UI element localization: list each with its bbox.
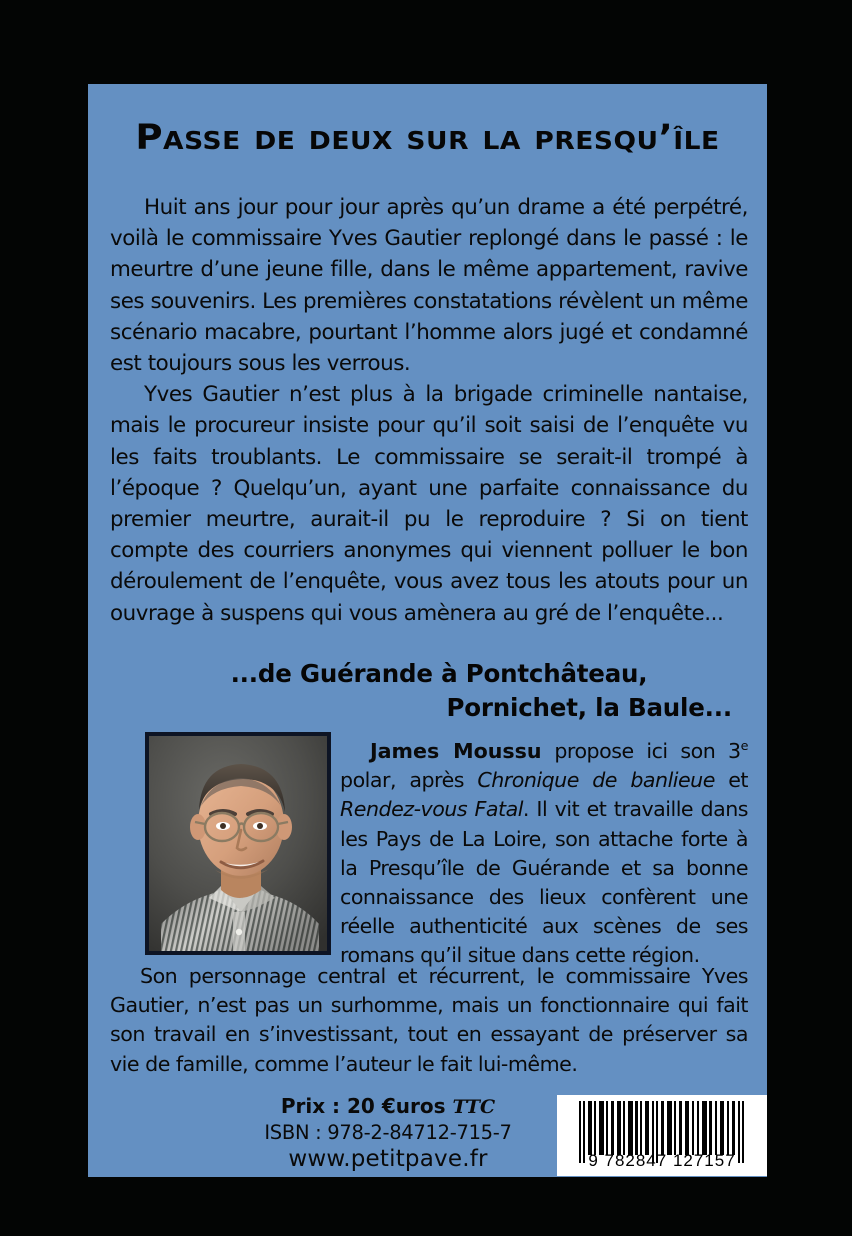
synopsis-paragraph-2: Yves Gautier n’est plus à la brigade criminelle nantaise, mais le procureur insiste pour qu’il soit saisi de l’enquête vu les faits troublants. Le commissaire se serait-il trompé à l’époque ? Quelqu’un, ayant une parfaite connaissance du premier meurtre, aurait-il pu le reproduire ? Si on tient compte des courriers anonymes qui viennent polluer le bon déroulement de l’enquête, vous avez tous les atouts pour un ouvrage à suspens qui vous amènera au gré de l’enquête...	[110, 382, 748, 626]
footer-info-block	[208, 1094, 568, 1173]
price-line	[208, 1094, 568, 1120]
author-portrait-photo	[145, 732, 331, 955]
book-title: Passe de deux sur la presqu’île	[135, 118, 720, 158]
isbn-barcode	[557, 1095, 767, 1176]
synopsis-paragraph-1: Huit ans jour pour jour après qu’un drame a été perpétré, voilà le commissaire Yves Gautier replongé dans le passé : le meurtre d’une jeune fille, dans le même appartement, ravive ses souvenirs. Les premières constatations révèlent un même scénario macabre, pourtant l’homme alors jugé et condamné est toujours sous les verrous.	[110, 195, 748, 377]
publisher-website[interactable]: www.petitpave.fr	[288, 1146, 488, 1172]
author-bio-text	[340, 737, 748, 971]
price-tax-label: TTC	[452, 1096, 496, 1118]
bio-fragment-3: et	[714, 768, 748, 793]
author-name: James Moussu	[370, 739, 542, 763]
author-closing-paragraph: Son personnage central et récurrent, le commissaire Yves Gautier, n’est pas un surhomme, mais un fonctionnaire qui fait son travail en s’investissant, tout en essayant de préserver sa vie de famille, comme l’auteur le fait lui-même.	[110, 964, 748, 1076]
bio-fragment-1: propose ici son 3	[541, 739, 741, 763]
tagline-block	[110, 657, 750, 725]
price-label: Prix : 20	[280, 1094, 382, 1118]
bio-ordinal-suffix: e	[740, 739, 748, 755]
bio-fragment-4: . Il vit et travaille dans les Pays de La Loire, son attache forte à la Presqu’île de Guérande et sa bonne connaissance des lieux confèrent une réelle authenticité aux scènes de ses romans qu’il situe dans cette région.	[340, 797, 749, 968]
bio-fragment-2: polar, après	[340, 768, 478, 793]
author-portrait-image	[149, 736, 327, 951]
cover-panel	[88, 84, 767, 1177]
tagline-line-1: ...de Guérande à Pontchâteau,	[230, 659, 648, 688]
book-title-reference-2: Rendez-vous Fatal	[340, 797, 523, 822]
author-bio-block	[340, 737, 748, 971]
tagline-line-2: Pornichet, la Baule...	[446, 693, 732, 722]
synopsis-block	[110, 192, 748, 629]
barcode-number: 9 782847 127157	[588, 1151, 736, 1170]
isbn-line: ISBN : 978-2-84712-715-7	[264, 1121, 512, 1144]
book-title-reference-1: Chronique de banlieue	[477, 768, 715, 793]
price-currency: €uros	[381, 1094, 446, 1118]
